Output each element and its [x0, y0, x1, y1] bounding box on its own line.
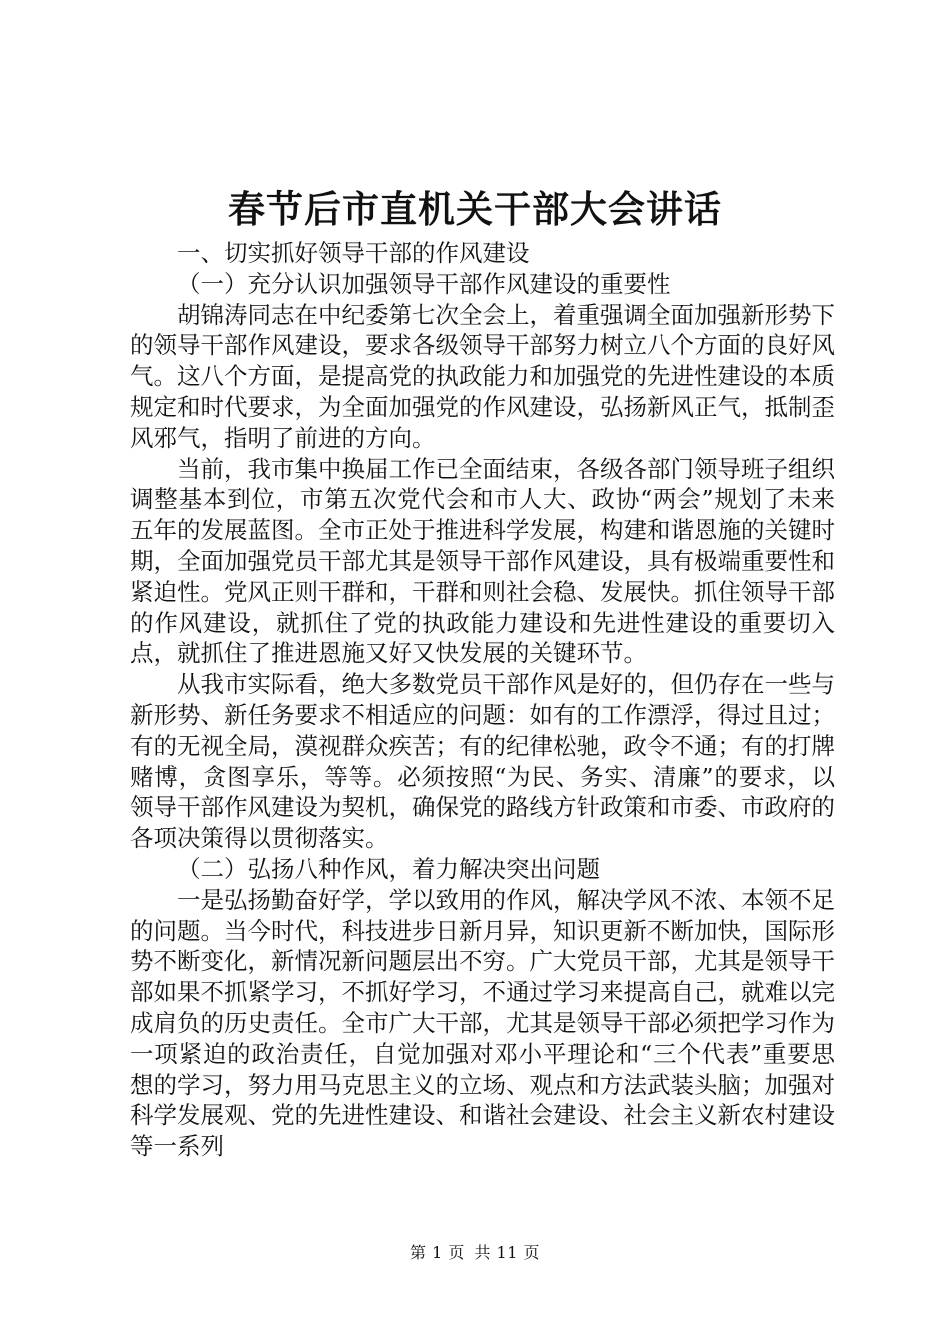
subsection-heading: （二）弘扬八种作风，着力解决突出问题: [177, 854, 600, 883]
body-paragraph: 一是弘扬勤奋好学，学以致用的作风，解决学风不浓、本领不足的问题。当今时代，科技进步日新月异，知识更新不断加快，国际形势不断变化，新情况新问题层出不穷。广大党员干部，尤其是领导干部如果不抓紧学习，不抓好学习，不通过学习来提高自己，就难以完成肩负的历史责任。全市广大干部，尤其是领导干部必须把学习作为一项紧迫的政治责任，自觉加强对邓小平理论和“三个代表”重要思想的学习，努力用马克思主义的立场、观点和方法武装头脑；加强对科学发展观、党的先进性建设、和谐社会建设、社会主义新农村建设等一系列: [130, 885, 835, 1161]
body-paragraph: 从我市实际看，绝大多数党员干部作风是好的，但仍存在一些与新形势、新任务要求不相适应的问题：如有的工作漂浮，得过且过；有的无视全局，漠视群众疾苦；有的纪律松驰，政令不通；有的打牌赌博，贪图享乐，等等。必须按照“为民、务实、清廉”的要求，以领导干部作风建设为契机，确保党的路线方针政策和市委、市政府的各项决策得以贯彻落实。: [130, 670, 835, 853]
document-title: 春节后市直机关干部大会讲话: [228, 187, 722, 231]
body-paragraph: 当前，我市集中换届工作已全面结束，各级各部门领导班子组织调整基本到位，市第五次党代会和市人大、政协“两会”规划了未来五年的发展蓝图。全市正处于推进科学发展，构建和谐恩施的关键时期，全面加强党员干部尤其是领导干部作风建设，具有极端重要性和紧迫性。党风正则干群和，干群和则社会稳、发展快。抓住领导干部的作风建设，就抓住了党的执政能力建设和先进性建设的重要切入点，就抓住了推进恩施又好又快发展的关键环节。: [130, 454, 835, 668]
section-heading: 一、切实抓好领导干部的作风建设: [177, 239, 530, 267]
subsection-heading: （一）充分认识加强领导干部作风建设的重要性: [177, 269, 671, 298]
page-total: 共 11 页: [474, 1243, 540, 1262]
page-footer: [0, 1242, 950, 1264]
page-number: 第 1 页: [410, 1243, 465, 1262]
body-paragraph: 胡锦涛同志在中纪委第七次全会上，着重强调全面加强新形势下的领导干部作风建设，要求各级领导干部努力树立八个方面的良好风气。这八个方面，是提高党的执政能力和加强党的先进性建设的本质规定和时代要求，为全面加强党的作风建设，弘扬新风正气，抵制歪风邪气，指明了前进的方向。: [130, 300, 835, 452]
document-body: [130, 238, 835, 1162]
